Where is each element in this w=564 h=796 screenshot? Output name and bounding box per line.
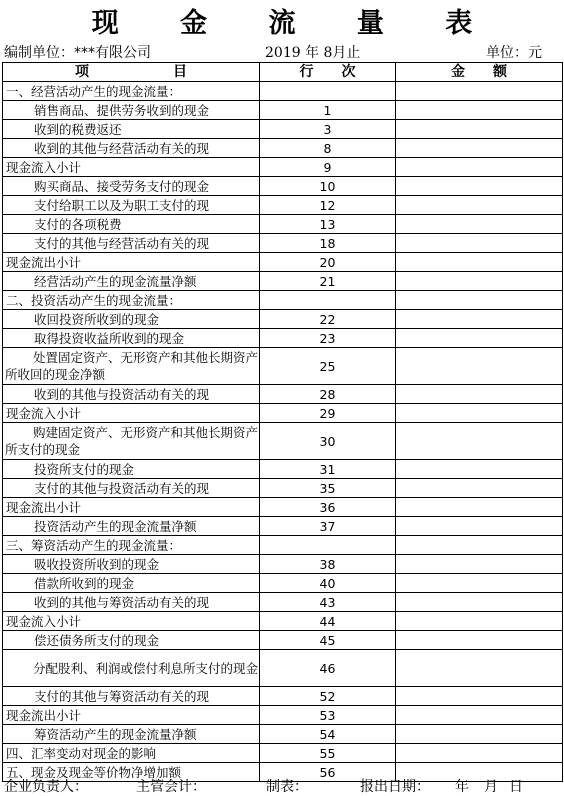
table-row [3,158,563,177]
row-item-label: 收回投资所收到的现金 [3,310,260,329]
row-amount-cell[interactable] [396,612,563,631]
table-row [3,460,563,479]
table-row [3,650,563,687]
row-line-number: 54 [260,725,396,744]
row-line-number [260,82,396,101]
row-item-label: 分配股利、利润或偿付利息所支付的现金 [3,650,260,687]
row-line-number: 52 [260,687,396,706]
table-row [3,101,563,120]
table-row [3,574,563,593]
cash-flow-table [2,62,563,782]
row-amount-cell[interactable] [396,517,563,536]
row-amount-cell[interactable] [396,650,563,687]
table-row [3,404,563,423]
column-header-amount: 金 额 [396,63,563,82]
row-item-label: 销售商品、提供劳务收到的现金 [3,101,260,120]
row-item-label: 购建固定资产、无形资产和其他长期资产所支付的现金 [3,423,260,460]
row-item-label: 现金流出小计 [3,253,260,272]
row-line-number: 22 [260,310,396,329]
row-amount-cell[interactable] [396,329,563,348]
row-amount-cell[interactable] [396,404,563,423]
row-line-number: 12 [260,196,396,215]
organization-label: 编制单位：***有限公司 [4,45,151,61]
row-amount-cell[interactable] [396,536,563,555]
column-header-item: 项 目 [3,63,260,82]
row-item-label: 支付的各项税费 [3,215,260,234]
table-row [3,555,563,574]
row-amount-cell[interactable] [396,498,563,517]
row-item-label: 现金流入小计 [3,612,260,631]
row-item-label: 支付给职工以及为职工支付的现 [3,196,260,215]
row-line-number: 21 [260,272,396,291]
row-line-number: 45 [260,631,396,650]
row-line-number: 18 [260,234,396,253]
table-header-row [3,63,563,82]
footer-report-date: 报出日期： [360,779,430,795]
table-row [3,310,563,329]
row-item-label: 现金流入小计 [3,158,260,177]
table-row [3,423,563,460]
row-item-label: 收到的其他与筹资活动有关的现 [3,593,260,612]
row-line-number: 37 [260,517,396,536]
row-amount-cell[interactable] [396,196,563,215]
row-line-number: 3 [260,120,396,139]
row-item-label: 支付的其他与投资活动有关的现 [3,479,260,498]
row-amount-cell[interactable] [396,385,563,404]
table-row [3,744,563,763]
row-amount-cell[interactable] [396,158,563,177]
row-item-label: 现金流出小计 [3,498,260,517]
row-item-label: 取得投资收益所收到的现金 [3,329,260,348]
table-row [3,385,563,404]
row-amount-cell[interactable] [396,593,563,612]
table-row [3,725,563,744]
row-line-number: 43 [260,593,396,612]
row-line-number: 40 [260,574,396,593]
table-row [3,291,563,310]
table-row [3,498,563,517]
row-amount-cell[interactable] [396,101,563,120]
table-row [3,706,563,725]
row-amount-cell[interactable] [396,706,563,725]
row-amount-cell[interactable] [396,744,563,763]
table-row [3,82,563,101]
table-row [3,253,563,272]
row-line-number: 25 [260,348,396,385]
table-row [3,479,563,498]
row-amount-cell[interactable] [396,725,563,744]
row-item-label: 偿还债务所支付的现金 [3,631,260,650]
table-row [3,215,563,234]
row-amount-cell[interactable] [396,310,563,329]
footer-year: 年 [455,779,469,795]
row-line-number: 36 [260,498,396,517]
row-amount-cell[interactable] [396,291,563,310]
row-amount-cell[interactable] [396,687,563,706]
table-row [3,612,563,631]
footer-manager: 企业负责人： [4,779,88,795]
row-item-label: 现金流出小计 [3,706,260,725]
row-line-number [260,536,396,555]
row-line-number: 53 [260,706,396,725]
row-amount-cell[interactable] [396,423,563,460]
row-item-label: 投资活动产生的现金流量净额 [3,517,260,536]
row-item-label: 现金流入小计 [3,404,260,423]
row-line-number: 38 [260,555,396,574]
row-amount-cell[interactable] [396,555,563,574]
table-row [3,120,563,139]
row-amount-cell[interactable] [396,253,563,272]
row-item-label: 三、筹资活动产生的现金流量： [3,536,260,555]
row-amount-cell[interactable] [396,139,563,158]
table-row [3,139,563,158]
row-line-number: 28 [260,385,396,404]
footer-accountant: 主管会计： [136,779,206,795]
row-item-label: 吸收投资所收到的现金 [3,555,260,574]
row-item-label: 筹资活动产生的现金流量净额 [3,725,260,744]
row-amount-cell[interactable] [396,348,563,385]
column-header-line: 行 次 [260,63,396,82]
row-amount-cell[interactable] [396,234,563,253]
report-title: 现 金 流 量 表 [91,8,499,39]
row-item-label: 一、经营活动产生的现金流量： [3,82,260,101]
row-amount-cell[interactable] [396,479,563,498]
row-line-number: 29 [260,404,396,423]
table-row [3,177,563,196]
row-line-number: 35 [260,479,396,498]
row-item-label: 购买商品、接受劳务支付的现金 [3,177,260,196]
row-amount-cell[interactable] [396,272,563,291]
row-line-number: 20 [260,253,396,272]
table-row [3,517,563,536]
row-item-label: 五、现金及现金等价物净增加额 [3,763,260,782]
row-line-number: 31 [260,460,396,479]
row-item-label: 收到的其他与经营活动有关的现 [3,139,260,158]
row-line-number: 46 [260,650,396,687]
row-line-number: 44 [260,612,396,631]
row-line-number: 8 [260,139,396,158]
row-item-label: 借款所收到的现金 [3,574,260,593]
row-line-number: 56 [260,763,396,782]
row-item-label: 处置固定资产、无形资产和其他长期资产所收回的现金净额 [3,348,260,385]
row-line-number: 55 [260,744,396,763]
currency-unit: 单位：元 [486,45,542,61]
row-item-label: 二、投资活动产生的现金流量： [3,291,260,310]
table-row [3,329,563,348]
row-amount-cell[interactable] [396,460,563,479]
footer-preparer: 制表： [266,779,308,795]
table-row [3,631,563,650]
row-line-number: 1 [260,101,396,120]
row-line-number: 23 [260,329,396,348]
row-line-number: 10 [260,177,396,196]
row-amount-cell[interactable] [396,82,563,101]
footer-day: 日 [509,779,523,795]
row-amount-cell[interactable] [396,215,563,234]
row-item-label: 收到的其他与投资活动有关的现 [3,385,260,404]
report-period: 2019 年 8月止 [265,45,361,61]
row-amount-cell[interactable] [396,631,563,650]
table-body [3,82,563,782]
table-row [3,196,563,215]
row-line-number [260,291,396,310]
row-item-label: 四、汇率变动对现金的影响 [3,744,260,763]
row-amount-cell[interactable] [396,120,563,139]
row-line-number: 13 [260,215,396,234]
row-item-label: 经营活动产生的现金流量净额 [3,272,260,291]
row-amount-cell[interactable] [396,177,563,196]
footer-month: 月 [484,779,498,795]
row-line-number: 30 [260,423,396,460]
row-item-label: 支付的其他与筹资活动有关的现 [3,687,260,706]
table-row [3,593,563,612]
row-item-label: 收到的税费返还 [3,120,260,139]
table-row [3,687,563,706]
row-line-number: 9 [260,158,396,177]
row-amount-cell[interactable] [396,574,563,593]
row-item-label: 投资所支付的现金 [3,460,260,479]
table-row [3,536,563,555]
table-row [3,234,563,253]
row-item-label: 支付的其他与经营活动有关的现 [3,234,260,253]
table-row [3,348,563,385]
table-row [3,272,563,291]
